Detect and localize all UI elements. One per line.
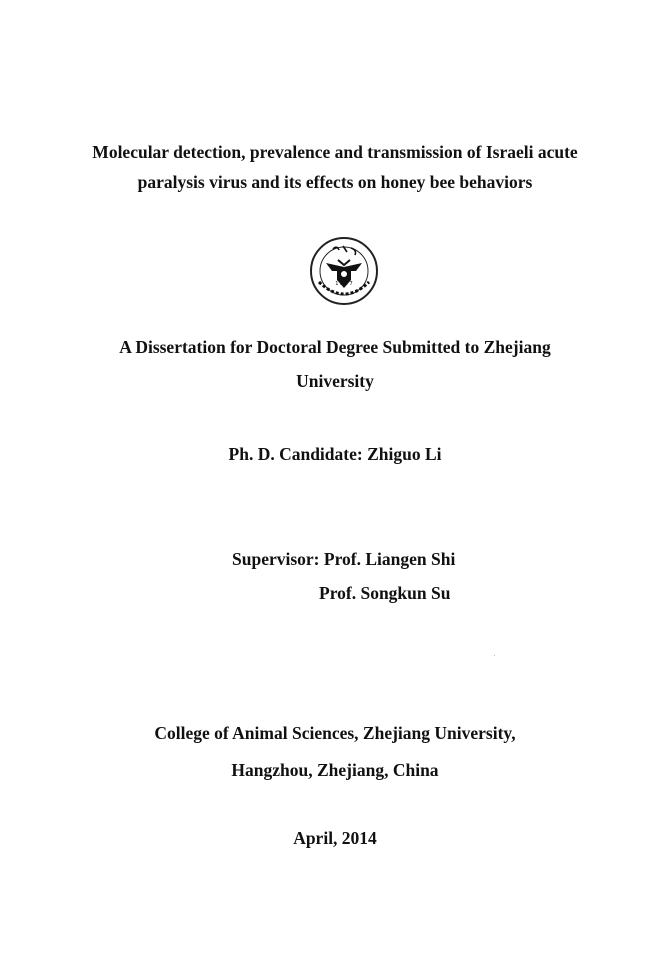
dissertation-line-1: A Dissertation for Doctoral Degree Submitted to Zhejiang: [119, 337, 551, 357]
dissertation-line-2: University: [296, 371, 374, 391]
affiliation-line-1: College of Animal Sciences, Zhejiang University,: [154, 723, 516, 743]
supervisor-line-1: Supervisor: Prof. Liangen Shi: [232, 549, 456, 569]
zhejiang-university-seal-icon: [303, 236, 385, 306]
scan-speck: [494, 655, 495, 656]
submission-date: April, 2014: [293, 828, 377, 848]
thesis-title-line-1: Molecular detection, prevalence and transmission of Israeli acute: [92, 142, 578, 162]
supervisor-line-2: Prof. Songkun Su: [319, 583, 451, 603]
candidate-name: Ph. D. Candidate: Zhiguo Li: [228, 444, 442, 464]
seal-year: 1 8 9 7: [335, 281, 353, 287]
affiliation-line-2: Hangzhou, Zhejiang, China: [231, 760, 439, 780]
thesis-title-line-2: paralysis virus and its effects on honey bee behaviors: [137, 172, 533, 192]
